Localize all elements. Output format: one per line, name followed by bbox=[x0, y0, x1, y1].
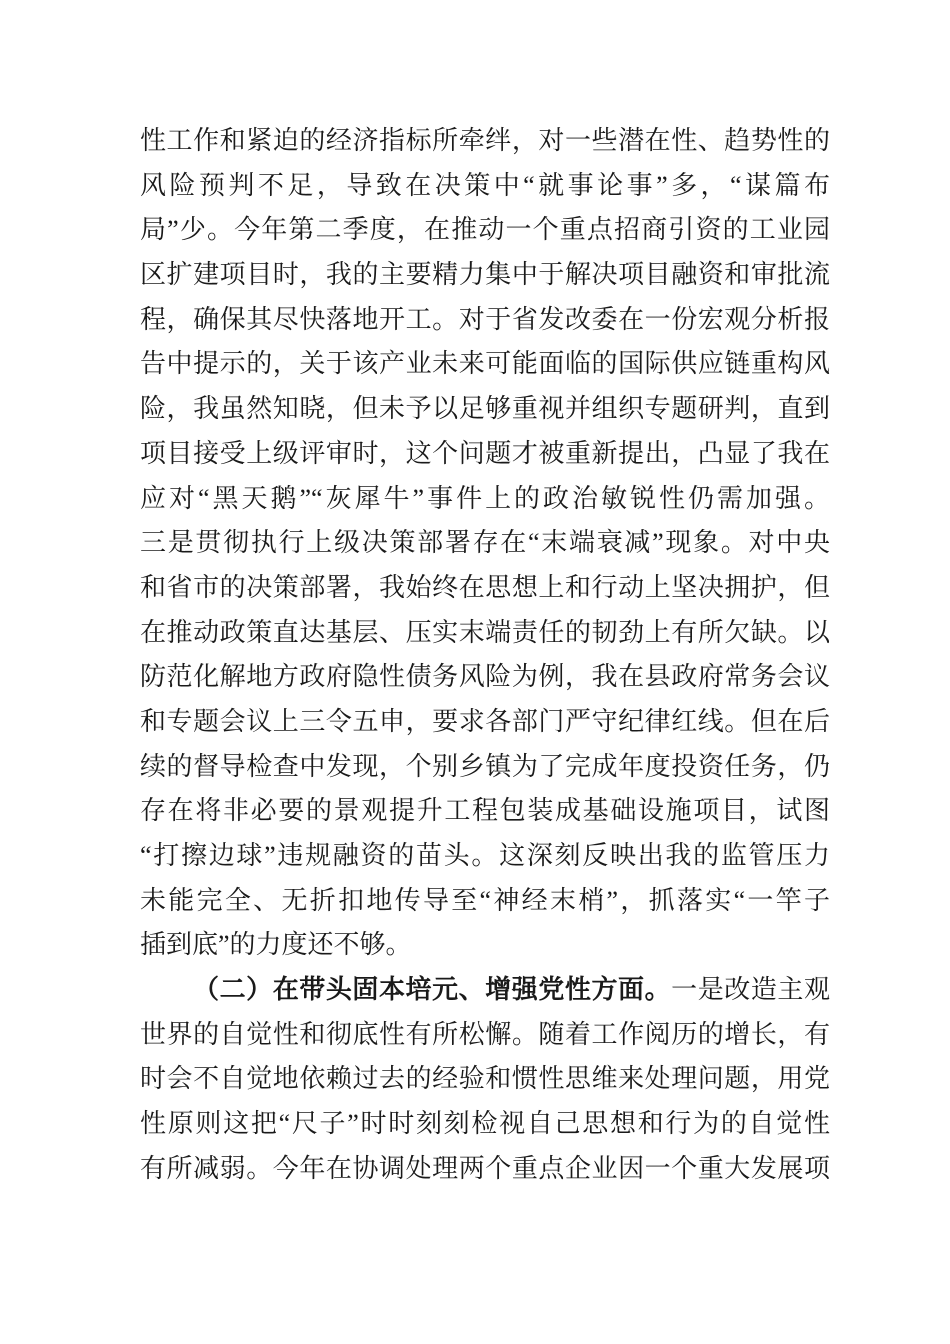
text-line: 防范化解地方政府隐性债务风险为例，我在县政府常务会议 bbox=[140, 662, 830, 692]
text-line: 在推动政策直达基层、压实末端责任的韧劲上有所欠缺。以 bbox=[140, 617, 830, 647]
text-line: 和省市的决策部署，我始终在思想上和行动上坚决拥护，但 bbox=[140, 572, 830, 602]
text-line: 项目接受上级评审时，这个问题才被重新提出，凸显了我在 bbox=[140, 438, 830, 468]
text-line: 性工作和紧迫的经济指标所牵绊，对一些潜在性、趋势性的 bbox=[140, 126, 830, 155]
text-line: 程，确保其尽快落地开工。对于省发改委在一份宏观分析报 bbox=[140, 304, 830, 334]
text-line: 存在将非必要的景观提升工程包装成基础设施项目，试图 bbox=[140, 796, 830, 826]
text-line: 局”少。今年第二季度，在推动一个重点招商引资的工业园 bbox=[140, 215, 830, 245]
paragraph-section-two bbox=[140, 968, 830, 1191]
paragraph-continuation bbox=[140, 119, 830, 968]
text-line: 续的督导检查中发现，个别乡镇为了完成年度投资任务，仍 bbox=[140, 751, 830, 781]
text-line: 三是贯彻执行上级决策部署存在“末端衰减”现象。对中央 bbox=[140, 528, 830, 558]
text-line: 有所减弱。今年在协调处理两个重点企业因一个重大发展项 bbox=[140, 1153, 830, 1183]
section-heading-tail-text: 一是改造主观 bbox=[671, 975, 830, 1005]
text-line: 告中提示的，关于该产业未来可能面临的国际供应链重构风 bbox=[140, 349, 830, 379]
text-line: “打擦边球”违规融资的苗头。这深刻反映出我的监管压力 bbox=[140, 841, 830, 870]
text-line: 未能完全、无折扣地传导至“神经末梢”，抓落实“一竿子 bbox=[140, 885, 830, 915]
text-line: 插到底”的力度还不够。 bbox=[140, 930, 412, 960]
text-line: 应对“黑天鹅”“灰犀牛”事件上的政治敏锐性仍需加强。 bbox=[140, 483, 830, 513]
text-line: 和专题会议上三令五申，要求各部门严守纪律红线。但在后 bbox=[140, 706, 830, 736]
text-line: 时会不自觉地依赖过去的经验和惯性思维来处理问题，用党 bbox=[140, 1064, 830, 1094]
section-heading: （二）在带头固本培元、增强党性方面。 bbox=[193, 975, 672, 1005]
text-line: 性原则这把“尺子”时时刻刻检视自己思想和行为的自觉性 bbox=[140, 1109, 830, 1139]
text-line: 风险预判不足，导致在决策中“就事论事”多，“谋篇布 bbox=[140, 170, 830, 200]
text-line: 区扩建项目时，我的主要精力集中于解决项目融资和审批流 bbox=[140, 260, 830, 290]
section-heading-line bbox=[140, 968, 830, 1013]
text-line: 险，我虽然知晓，但未予以足够重视并组织专题研判，直到 bbox=[140, 394, 830, 424]
text-line: 世界的自觉性和彻底性有所松懈。随着工作阅历的增长，有 bbox=[140, 1019, 830, 1049]
